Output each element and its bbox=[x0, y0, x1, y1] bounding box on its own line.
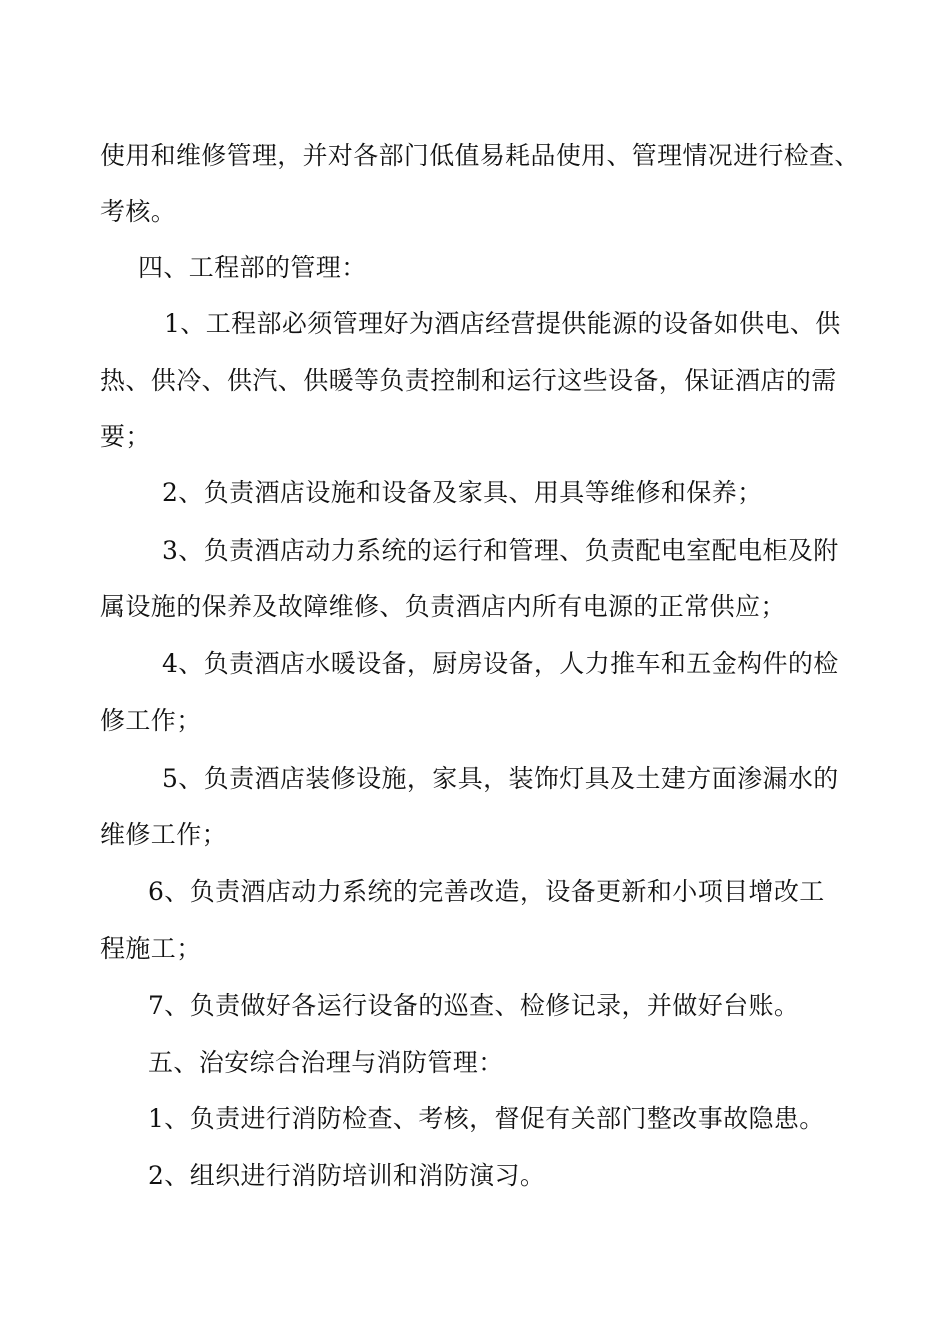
list-item: 6、负责酒店动力系统的完善改造，设备更新和小项目增改工 bbox=[148, 877, 825, 906]
text-line: 使用和维修管理，并对各部门低值易耗品使用、管理情况进行检查、 bbox=[100, 141, 860, 170]
list-item: 1、工程部必须管理好为酒店经营提供能源的设备如供电、供 bbox=[164, 309, 841, 338]
list-item: 4、负责酒店水暖设备，厨房设备，人力推车和五金构件的检 bbox=[162, 649, 839, 678]
list-item: 3、负责酒店动力系统的运行和管理、负责配电室配电柜及附 bbox=[162, 536, 839, 565]
list-item: 7、负责做好各运行设备的巡查、检修记录，并做好台账。 bbox=[148, 991, 800, 1020]
list-item: 2、负责酒店设施和设备及家具、用具等维修和保养； bbox=[162, 478, 763, 507]
text-line: 属设施的保养及故障维修、负责酒店内所有电源的正常供应； bbox=[100, 592, 786, 621]
text-line: 程施工； bbox=[100, 934, 202, 963]
list-item: 1、负责进行消防检查、考核，督促有关部门整改事故隐患。 bbox=[148, 1104, 825, 1133]
text-line: 维修工作； bbox=[100, 820, 228, 849]
section-heading: 四、工程部的管理： bbox=[138, 253, 367, 282]
list-item: 5、负责酒店装修设施，家具，装饰灯具及土建方面渗漏水的 bbox=[162, 764, 839, 793]
text-line: 要； bbox=[100, 422, 151, 451]
text-line: 修工作； bbox=[100, 706, 202, 735]
text-line: 热、供冷、供汽、供暖等负责控制和运行这些设备，保证酒店的需 bbox=[100, 366, 837, 395]
section-heading: 五、治安综合治理与消防管理： bbox=[148, 1048, 504, 1077]
list-item: 2、组织进行消防培训和消防演习。 bbox=[148, 1161, 546, 1190]
text-line: 考核。 bbox=[100, 197, 177, 226]
